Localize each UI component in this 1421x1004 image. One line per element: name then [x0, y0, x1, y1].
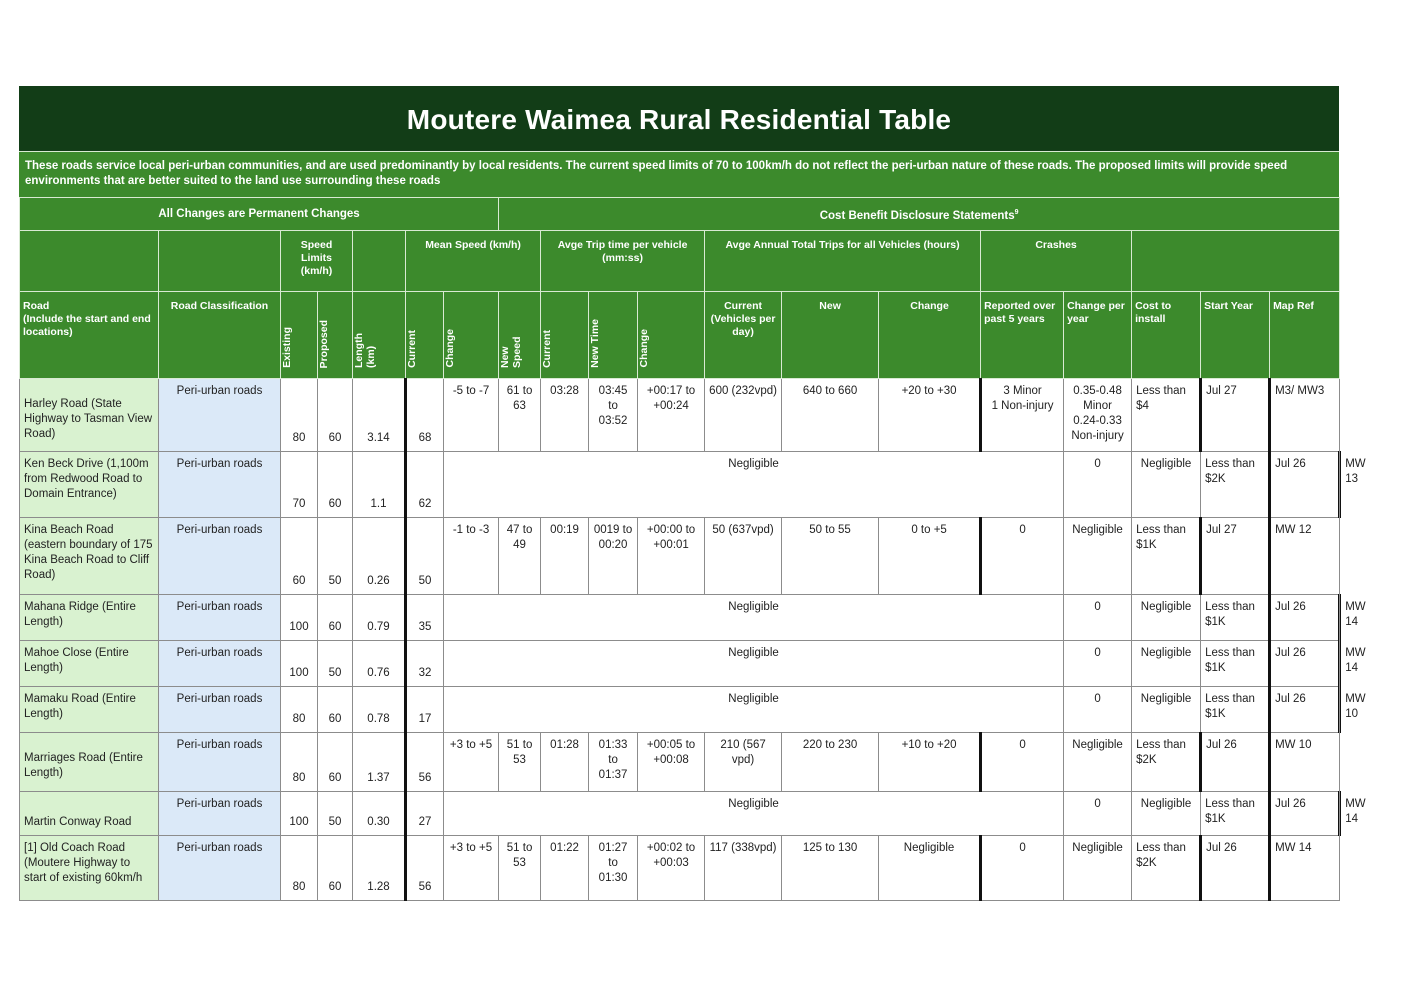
- crashes-reported: 0: [1064, 687, 1132, 733]
- road-name: Mahoe Close (Entire Length): [20, 641, 159, 687]
- header-existing: Existing: [281, 292, 318, 379]
- speed-existing: 100: [281, 641, 318, 687]
- cost-to-install: Less than $1K: [1201, 687, 1270, 733]
- mean-speed-current: 50: [406, 518, 444, 595]
- annual-trips-current: 600 (232vpd): [705, 379, 782, 452]
- cost-to-install: Less than $4: [1132, 379, 1201, 452]
- page-title: Moutere Waimea Rural Residential Table: [19, 86, 1339, 151]
- road-classification: Peri-urban roads: [159, 687, 281, 733]
- speed-proposed: 50: [318, 792, 353, 836]
- road-classification: Peri-urban roads: [159, 518, 281, 595]
- speed-proposed: 60: [318, 452, 353, 518]
- section-permanent-changes: All Changes are Permanent Changes: [20, 198, 499, 231]
- road-classification: Peri-urban roads: [159, 641, 281, 687]
- crashes-reported: 0: [981, 836, 1064, 901]
- road-name: Harley Road (State Highway to Tasman View Road): [20, 379, 159, 452]
- road-name: Marriages Road (Entire Length): [20, 733, 159, 792]
- mean-speed-current: 56: [406, 836, 444, 901]
- cost-to-install: Less than $1K: [1201, 792, 1270, 836]
- group-trip-time: Avge Trip time per vehicle (mm:ss): [541, 231, 705, 292]
- trip-time-new: 01:33 to 01:37: [589, 733, 638, 792]
- length-km: 0.30: [353, 792, 406, 836]
- annual-trips-change: Negligible: [879, 836, 981, 901]
- map-ref: MW 14: [1270, 836, 1340, 901]
- speed-existing: 80: [281, 836, 318, 901]
- mean-speed-current: 56: [406, 733, 444, 792]
- cost-to-install: Less than $1K: [1132, 518, 1201, 595]
- road-classification: Peri-urban roads: [159, 452, 281, 518]
- section-cost-benefit: Cost Benefit Disclosure Statements$^9$: [499, 198, 1340, 231]
- start-year: Jul 26: [1201, 733, 1270, 792]
- cost-to-install: Less than $2K: [1201, 452, 1270, 518]
- table-body: [20, 379, 1366, 901]
- crashes-reported: 0: [981, 518, 1064, 595]
- road-classification: Peri-urban roads: [159, 379, 281, 452]
- length-km: 0.76: [353, 641, 406, 687]
- start-year: Jul 26: [1270, 452, 1340, 518]
- crashes-reported: 0: [1064, 641, 1132, 687]
- table-row: [20, 733, 1340, 792]
- map-ref: MW 10: [1270, 733, 1340, 792]
- trip-time-change: +00:00 to +00:01: [638, 518, 705, 595]
- header-cost: Cost to install: [1132, 292, 1201, 379]
- crashes-change-per-year: Negligible: [1132, 687, 1201, 733]
- crashes-reported: 0: [981, 733, 1064, 792]
- length-km: 0.26: [353, 518, 406, 595]
- table-row: Mamaku Road (Entire Length) Peri-urban roads 80 60 0.78 17 Negligible 0 Negligible Less than $1K Jul 26 MW 10: [20, 687, 1340, 733]
- road-name: [1] Old Coach Road (Moutere Highway to start of existing 60km/h: [20, 836, 159, 901]
- speed-existing: 100: [281, 595, 318, 641]
- start-year: Jul 27: [1201, 379, 1270, 452]
- length-km: 0.78: [353, 687, 406, 733]
- trip-time-change: +00:17 to +00:24: [638, 379, 705, 452]
- speed-existing: 60: [281, 518, 318, 595]
- mean-speed-change: -1 to -3: [444, 518, 499, 595]
- trip-time-new: 0019 to 00:20: [589, 518, 638, 595]
- crashes-change-per-year: Negligible: [1132, 452, 1201, 518]
- map-ref: MW 12: [1270, 518, 1340, 595]
- group-annual-trips: Avge Annual Total Trips for all Vehicles (hours): [705, 231, 981, 292]
- mean-speed-change: +3 to +5: [444, 733, 499, 792]
- table-row: Ken Beck Drive (1,100m from Redwood Road to Domain Entrance) Peri-urban roads 70 60 1.1 62 Negligible 0 Negligible Less than $2K Jul 26 MW 13: [20, 452, 1340, 518]
- speed-proposed: 60: [318, 733, 353, 792]
- cost-to-install: Less than $2K: [1132, 836, 1201, 901]
- crashes-change-per-year: Negligible: [1132, 641, 1201, 687]
- annual-trips-change: +10 to +20: [879, 733, 981, 792]
- residential-table: [19, 197, 1366, 901]
- negligible-span: Negligible: [444, 641, 1064, 687]
- negligible-span: Negligible: [444, 687, 1064, 733]
- header-start-year: Start Year: [1201, 292, 1270, 379]
- table-row: Martin Conway Road Peri-urban roads 100 50 0.30 27 Negligible 0 Negligible Less than $1K Jul 26 MW 14: [20, 792, 1340, 836]
- header-mean-change: Change: [444, 292, 499, 379]
- header-classification: Road Classification: [159, 292, 281, 379]
- speed-proposed: 50: [318, 641, 353, 687]
- negligible-span: Negligible: [444, 792, 1064, 836]
- start-year: Jul 26: [1201, 836, 1270, 901]
- speed-existing: 80: [281, 733, 318, 792]
- road-name: Martin Conway Road: [20, 792, 159, 836]
- group-crashes: Crashes: [981, 231, 1132, 292]
- header-road: Road (Include the start and end locations): [20, 292, 159, 379]
- road-classification: Peri-urban roads: [159, 733, 281, 792]
- cost-to-install: Less than $1K: [1201, 595, 1270, 641]
- start-year: Jul 26: [1270, 641, 1340, 687]
- header-annual-current: Current (Vehicles per day): [705, 292, 782, 379]
- mean-speed-current: 68: [406, 379, 444, 452]
- group-speed-limits: Speed Limits (km/h): [281, 231, 353, 292]
- mean-speed-new: 47 to 49: [499, 518, 541, 595]
- crashes-change-per-year: Negligible: [1064, 518, 1132, 595]
- header-length: Length (km): [353, 292, 406, 379]
- negligible-span: Negligible: [444, 595, 1064, 641]
- road-name: Kina Beach Road (eastern boundary of 175 Kina Beach Road to Cliff Road): [20, 518, 159, 595]
- mean-speed-new: 51 to 53: [499, 733, 541, 792]
- annual-trips-current: 117 (338vpd): [705, 836, 782, 901]
- cost-to-install: Less than $1K: [1201, 641, 1270, 687]
- speed-proposed: 60: [318, 836, 353, 901]
- header-crashes-change: Change per year: [1064, 292, 1132, 379]
- crashes-reported: 0: [1064, 595, 1132, 641]
- length-km: 1.37: [353, 733, 406, 792]
- table-row: Mahana Ridge (Entire Length) Peri-urban roads 100 60 0.79 35 Negligible 0 Negligible Less than $1K Jul 26 MW 14: [20, 595, 1340, 641]
- start-year: Jul 26: [1270, 792, 1340, 836]
- road-classification: Peri-urban roads: [159, 595, 281, 641]
- start-year: Jul 26: [1270, 595, 1340, 641]
- map-ref: M3/ MW3: [1270, 379, 1340, 452]
- mean-speed-current: 62: [406, 452, 444, 518]
- trip-time-new: 01:27 to 01:30: [589, 836, 638, 901]
- trip-time-current: 01:22: [541, 836, 589, 901]
- mean-speed-change: +3 to +5: [444, 836, 499, 901]
- crashes-change-per-year: Negligible: [1064, 836, 1132, 901]
- mean-speed-current: 17: [406, 687, 444, 733]
- speed-proposed: 50: [318, 518, 353, 595]
- mean-speed-change: -5 to -7: [444, 379, 499, 452]
- speed-existing: 70: [281, 452, 318, 518]
- header-trip-new-time: New Time: [589, 292, 638, 379]
- header-crashes-reported: Reported over past 5 years: [981, 292, 1064, 379]
- mean-speed-new: 61 to 63: [499, 379, 541, 452]
- road-name: Ken Beck Drive (1,100m from Redwood Road to Domain Entrance): [20, 452, 159, 518]
- speed-existing: 80: [281, 687, 318, 733]
- length-km: 3.14: [353, 379, 406, 452]
- annual-trips-new: 220 to 230: [782, 733, 879, 792]
- header-trip-current: Current: [541, 292, 589, 379]
- speed-existing: 100: [281, 792, 318, 836]
- group-mean-speed: Mean Speed (km/h): [406, 231, 541, 292]
- speed-proposed: 60: [318, 595, 353, 641]
- negligible-span: Negligible: [444, 452, 1064, 518]
- cost-to-install: Less than $2K: [1132, 733, 1201, 792]
- header-annual-new: New: [782, 292, 879, 379]
- annual-trips-new: 640 to 660: [782, 379, 879, 452]
- header-mean-current: Current: [406, 292, 444, 379]
- road-name: Mahana Ridge (Entire Length): [20, 595, 159, 641]
- annual-trips-current: 50 (637vpd): [705, 518, 782, 595]
- length-km: 1.1: [353, 452, 406, 518]
- mean-speed-current: 35: [406, 595, 444, 641]
- table-row: [20, 379, 1340, 452]
- road-classification: Peri-urban roads: [159, 836, 281, 901]
- crashes-change-per-year: Negligible: [1064, 733, 1132, 792]
- table-sheet: [19, 86, 1366, 901]
- header-trip-change: Change: [638, 292, 705, 379]
- trip-time-current: 00:19: [541, 518, 589, 595]
- annual-trips-change: +20 to +30: [879, 379, 981, 452]
- annual-trips-new: 50 to 55: [782, 518, 879, 595]
- trip-time-new: 03:45 to 03:52: [589, 379, 638, 452]
- crashes-reported: 0: [1064, 792, 1132, 836]
- mean-speed-new: 51 to 53: [499, 836, 541, 901]
- length-km: 1.28: [353, 836, 406, 901]
- start-year: Jul 26: [1270, 687, 1340, 733]
- speed-proposed: 60: [318, 687, 353, 733]
- annual-trips-change: 0 to +5: [879, 518, 981, 595]
- table-row: [20, 836, 1340, 901]
- header-annual-change: Change: [879, 292, 981, 379]
- header-proposed: Proposed: [318, 292, 353, 379]
- header-map-ref: Map Ref: [1270, 292, 1340, 379]
- trip-time-change: +00:05 to +00:08: [638, 733, 705, 792]
- crashes-change-per-year: 0.35-0.48 Minor 0.24-0.33 Non-injury: [1064, 379, 1132, 452]
- speed-existing: 80: [281, 379, 318, 452]
- mean-speed-current: 32: [406, 641, 444, 687]
- trip-time-change: +00:02 to +00:03: [638, 836, 705, 901]
- crashes-reported: 0: [1064, 452, 1132, 518]
- crashes-change-per-year: Negligible: [1132, 595, 1201, 641]
- road-classification: Peri-urban roads: [159, 792, 281, 836]
- length-km: 0.79: [353, 595, 406, 641]
- speed-proposed: 60: [318, 379, 353, 452]
- table-row: Mahoe Close (Entire Length) Peri-urban roads 100 50 0.76 32 Negligible 0 Negligible Less than $1K Jul 26 MW 14: [20, 641, 1340, 687]
- mean-speed-current: 27: [406, 792, 444, 836]
- annual-trips-current: 210 (567 vpd): [705, 733, 782, 792]
- header-mean-new-speed: New Speed: [499, 292, 541, 379]
- table-row: [20, 518, 1340, 595]
- road-name: Mamaku Road (Entire Length): [20, 687, 159, 733]
- start-year: Jul 27: [1201, 518, 1270, 595]
- trip-time-current: 03:28: [541, 379, 589, 452]
- annual-trips-new: 125 to 130: [782, 836, 879, 901]
- intro-text: These roads service local peri-urban communities, and are used predominantly by local residents. The current speed limits of 70 to 100km/h do not reflect the peri-urban nature of these roads. The proposed limits will provide speed environments that are better suited to the land use surrounding these roads: [19, 151, 1339, 197]
- trip-time-current: 01:28: [541, 733, 589, 792]
- crashes-change-per-year: Negligible: [1132, 792, 1201, 836]
- crashes-reported: 3 Minor 1 Non-injury: [981, 379, 1064, 452]
